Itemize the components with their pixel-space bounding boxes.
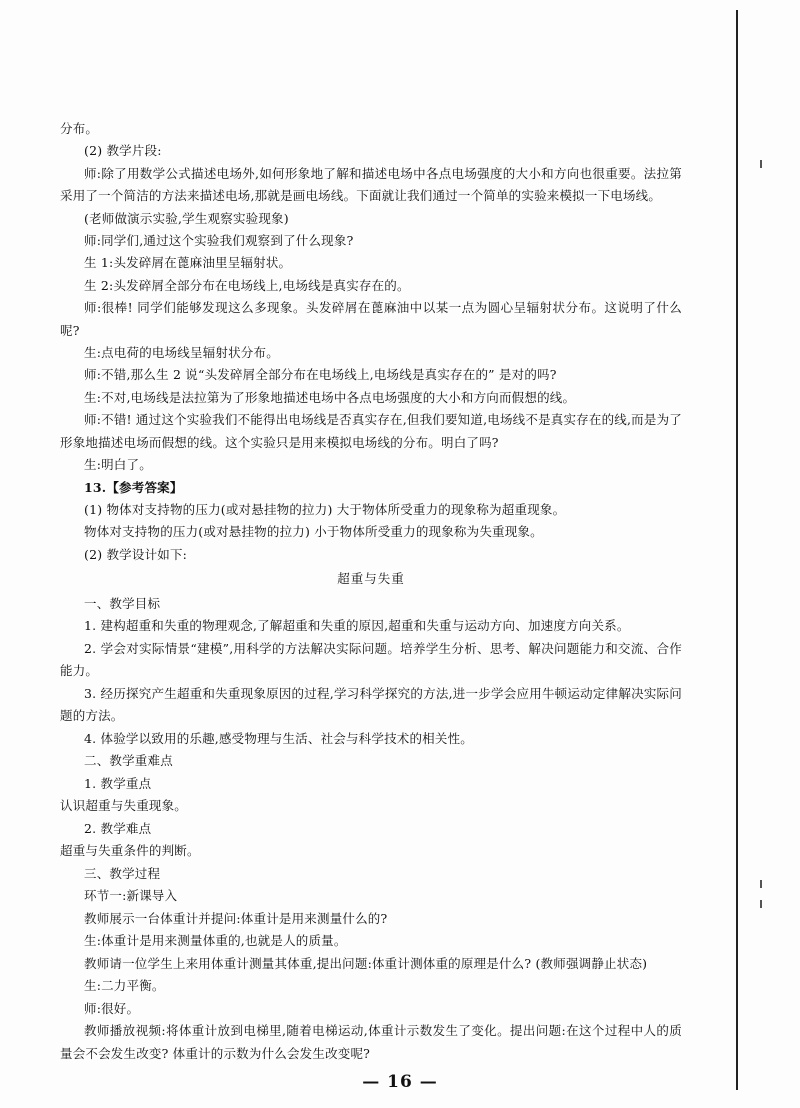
- margin-mark: [760, 900, 762, 908]
- heading: 一、教学目标: [84, 595, 161, 611]
- margin-mark: [760, 160, 762, 168]
- paragraph: 生:体重计是用来测量体重的,也就是人的质量。: [84, 933, 347, 949]
- subheading: 2. 教学难点: [84, 820, 152, 836]
- paragraph: (2) 教学片段:: [84, 143, 162, 159]
- paragraph: 生 1:头发碎屑在蓖麻油里呈辐射状。: [84, 255, 292, 271]
- section-title: 超重与失重: [337, 571, 405, 587]
- paragraph: 师:不错! 通过这个实验我们不能得出电场线是否真实存在,但我们要知道,电场线不是真实存在的线,而是为了形象地描述电场而假想的线。这个实验只是用来模拟电场线的分布。明白了吗?: [60, 412, 682, 450]
- subheading: 环节一:新课导入: [84, 888, 178, 904]
- paragraph: (2) 教学设计如下:: [84, 546, 188, 562]
- paragraph: 生:二力平衡。: [84, 978, 165, 994]
- heading: 三、教学过程: [84, 865, 161, 881]
- lesson-plan: [60, 593, 682, 1066]
- paragraph: 认识超重与失重现象。: [60, 798, 188, 814]
- paragraph: 师:同学们,通过这个实验我们观察到了什么现象?: [84, 233, 354, 249]
- margin-mark: [760, 880, 762, 888]
- paragraph: 师:很好。: [84, 1000, 140, 1016]
- paragraph: 师:除了用数学公式描述电场外,如何形象地了解和描述电场中各点电场强度的大小和方向也很重要。法拉第采用了一个简洁的方法来描述电场,那就是画电场线。下面就让我们通过一个简单的实验来模拟一下电场线。: [60, 165, 682, 204]
- paragraph: 1. 建构超重和失重的物理观念,了解超重和失重的原因,超重和失重与运动方向、加速度方向关系。: [84, 618, 630, 634]
- subheading: 1. 教学重点: [84, 775, 152, 791]
- paragraph: 生 2:头发碎屑全部分布在电场线上,电场线是真实存在的。: [84, 277, 410, 293]
- paragraph: 分布。: [60, 121, 99, 136]
- page-body: [60, 118, 682, 1065]
- paragraph: 教师展示一台体重计并提问:体重计是用来测量什么的?: [84, 910, 388, 926]
- paragraph: 师:很棒! 同学们能够发现这么多现象。头发碎屑在蓖麻油中以某一点为圆心呈辐射状分布。这说明了什么呢?: [60, 300, 682, 338]
- paragraph: 生:点电荷的电场线呈辐射状分布。: [84, 345, 279, 361]
- heading: 二、教学重难点: [84, 753, 173, 769]
- binding-line: [736, 10, 738, 1090]
- paragraph: 生:不对,电场线是法拉第为了形象地描述电场中各点电场强度的大小和方向而假想的线。: [84, 389, 576, 405]
- paragraph: 生:明白了。: [84, 457, 152, 473]
- paragraph: (1) 物体对支持物的压力(或对悬挂物的拉力) 大于物体所受重力的现象称为超重现象。: [84, 501, 566, 517]
- paragraph: 师:不错,那么生 2 说“头发碎屑全部分布在电场线上,电场线是真实存在的” 是对的吗?: [84, 367, 557, 383]
- paragraph: 3. 经历探究产生超重和失重现象原因的过程,学习科学探究的方法,进一步学会应用牛顿运动定律解决实际问题的方法。: [60, 685, 682, 724]
- paragraph: 4. 体验学以致用的乐趣,感受物理与生活、社会与科学技术的相关性。: [84, 730, 473, 746]
- paragraph: 2. 学会对实际情景“建模”,用科学的方法解决实际问题。培养学生分析、思考、解决问题能力和交流、合作能力。: [60, 640, 682, 679]
- paragraph: 超重与失重条件的判断。: [60, 843, 200, 859]
- paragraph: 教师播放视频:将体重计放到电梯里,随着电梯运动,体重计示数发生了变化。提出问题:在这个过程中人的质量会不会发生改变? 体重计的示数为什么会发生改变呢?: [60, 1023, 682, 1061]
- paragraph: 物体对支持物的压力(或对悬挂物的拉力) 小于物体所受重力的现象称为失重现象。: [84, 524, 543, 540]
- paragraph: (老师做演示实验,学生观察实验现象): [84, 210, 289, 226]
- paragraph: 教师请一位学生上来用体重计测量其体重,提出问题:体重计测体重的原理是什么? (教师强调静止状态): [84, 955, 648, 971]
- answer-heading: 13.【参考答案】: [84, 479, 183, 495]
- page-number: — 16 —: [362, 1072, 438, 1092]
